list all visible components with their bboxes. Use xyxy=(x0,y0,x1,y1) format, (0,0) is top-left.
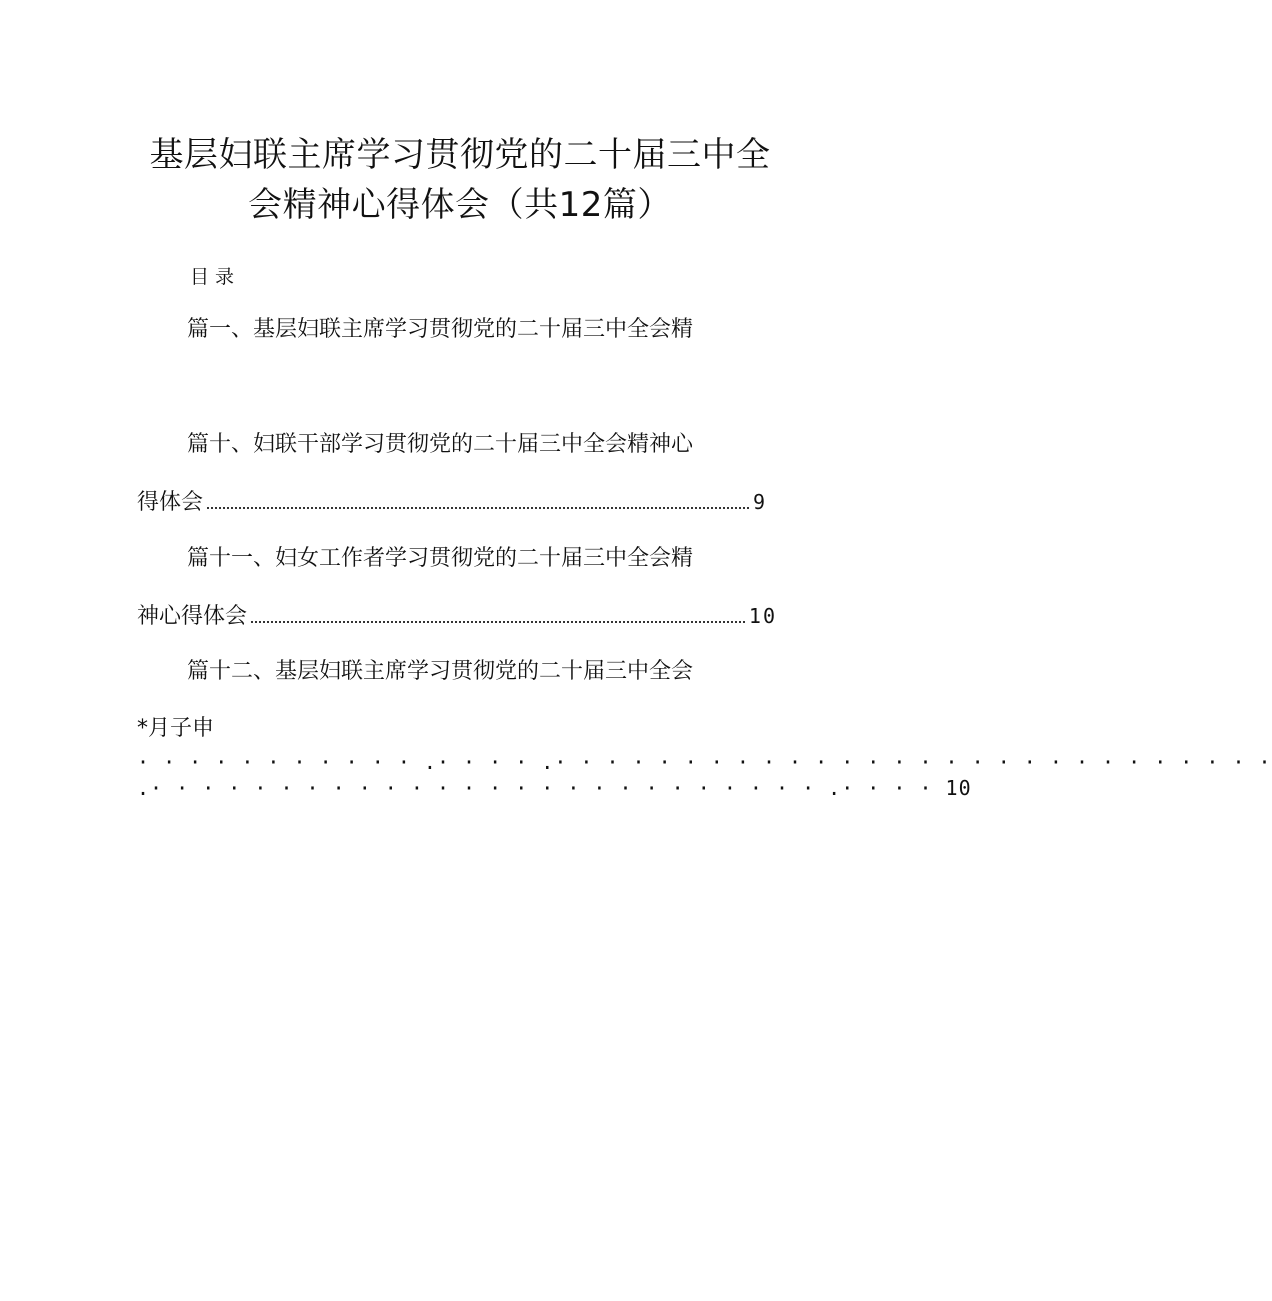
toc-entry-11-line-2 xyxy=(137,601,777,632)
toc-entry-12-dots: .· · · · · · · · · · · · · · · · · · · · · · · · · · .· · · · xyxy=(137,776,946,800)
toc-entry-1-line-1: 篇一、基层妇联主席学习贯彻党的二十届三中全会精 xyxy=(187,317,694,342)
document-title-line-1: 基层妇联主席学习贯彻党的二十届三中全 xyxy=(149,135,771,175)
toc-entry-12-page: 10 xyxy=(945,776,972,800)
toc-heading: 目录 xyxy=(190,266,241,288)
toc-entry-11-line-1: 篇十一、妇女工作者学习贯彻党的二十届三中全会精 xyxy=(187,546,694,571)
toc-entry-11-page: 10 xyxy=(748,604,777,628)
document-title-line-2: 会精神心得体会（共12篇） xyxy=(248,185,672,225)
toc-leader-dots xyxy=(207,506,749,509)
toc-entry-10-line-2 xyxy=(137,487,767,518)
toc-entry-11-text: 神心得体会 xyxy=(137,604,248,629)
toc-entry-12-line-1: 篇十二、基层妇联主席学习贯彻党的二十届三中全会 xyxy=(187,659,694,684)
toc-entry-10-text: 得体会 xyxy=(137,490,204,515)
toc-entry-12-dot-leader-2 xyxy=(137,776,972,800)
toc-entry-12-line-2: *月子申 xyxy=(137,716,215,741)
toc-entry-10-line-1: 篇十、妇联干部学习贯彻党的二十届三中全会精神心 xyxy=(187,432,694,457)
toc-entry-12-dot-leader-1: · · · · · · · · · · · .· · · · .· · · · · · · · · · · · · · · · · · · · · · · · · · · · xyxy=(137,750,1272,774)
toc-entry-10-page: 9 xyxy=(752,490,767,514)
toc-leader-dots xyxy=(251,620,745,623)
